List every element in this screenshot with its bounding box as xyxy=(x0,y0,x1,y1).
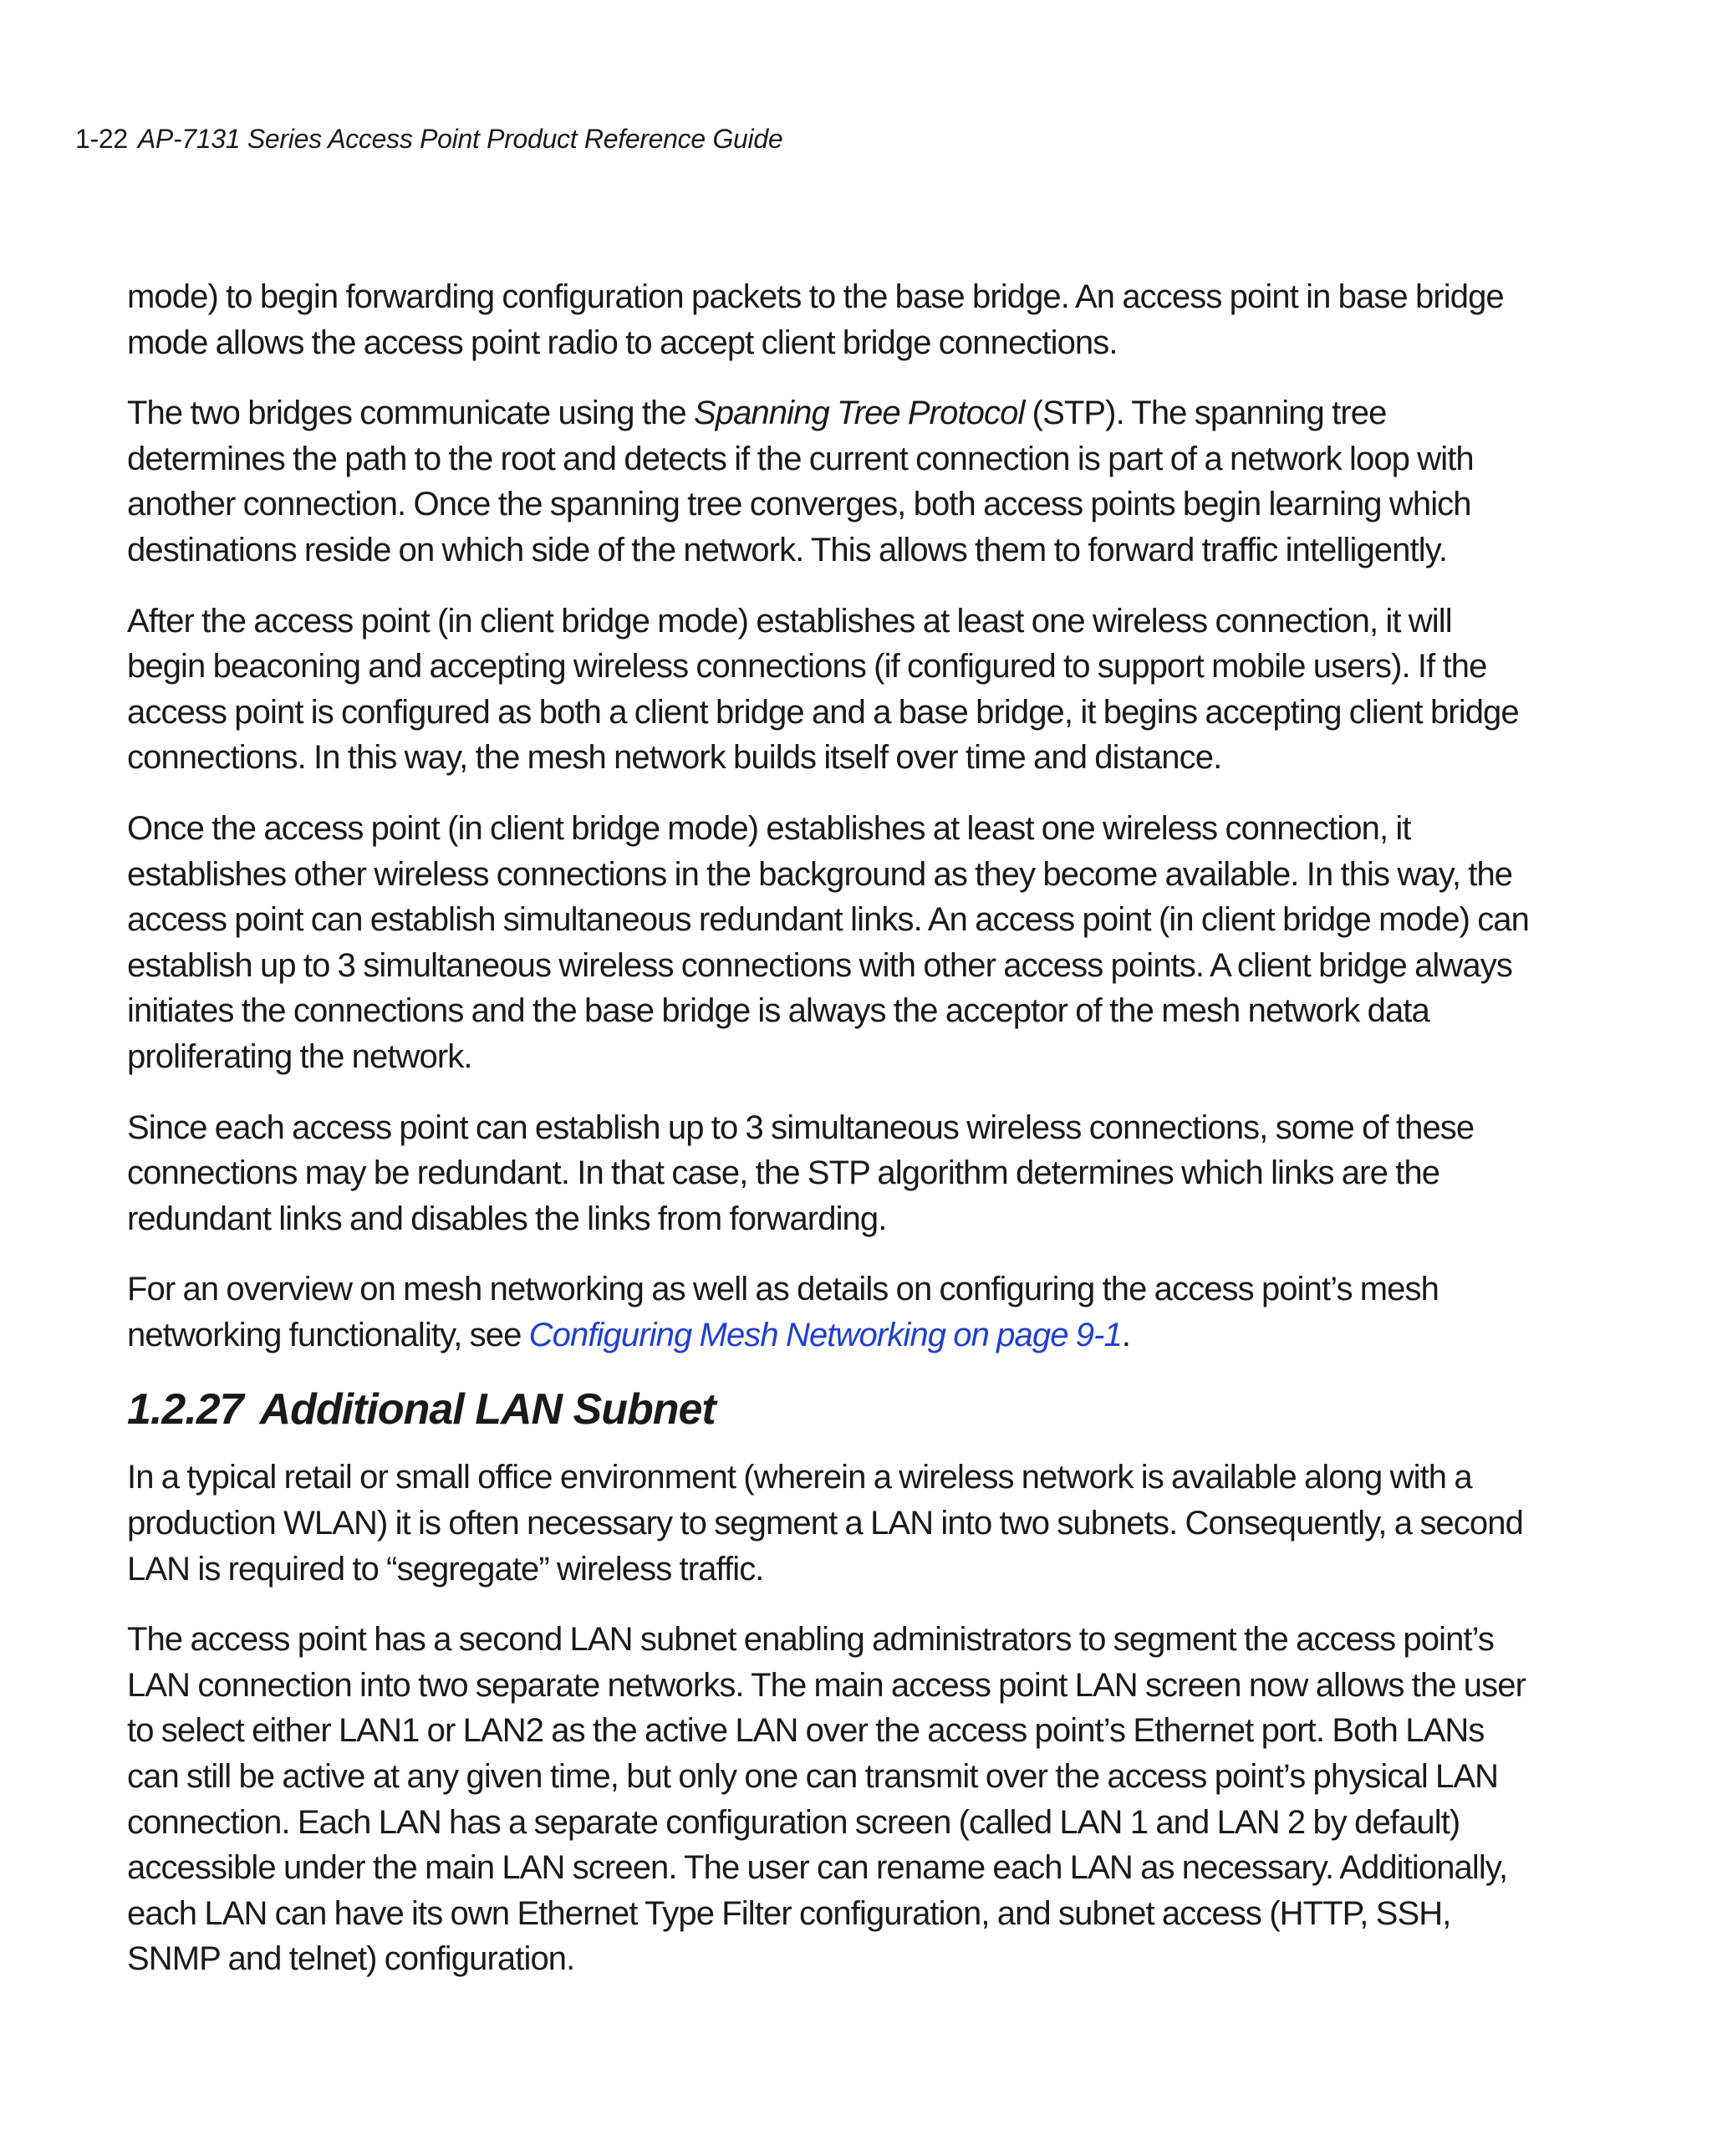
section-heading xyxy=(127,1383,1531,1436)
section-number: 1.2.27 xyxy=(127,1385,243,1435)
section-title: Additional LAN Subnet xyxy=(259,1385,716,1435)
paragraph-bridge-mode xyxy=(127,274,1531,365)
paragraph-stp-algorithm xyxy=(127,1105,1531,1242)
running-header xyxy=(75,122,782,155)
paragraph-text: The access point has a second LAN subnet enabling administrators to segment the access point’s LAN connection into two separate networks. The main access point LAN screen now allows the user to select either LAN1 or LAN2 as the active LAN over the access point’s Ethernet port. Both LANs can still be active at any given time, but only one can transmit over the access point’s physical LAN connection. Each LAN has a separate configuration screen (called LAN 1 and LAN 2 by default) accessible under the main LAN screen. The user can rename each LAN as necessary. Additionally, each LAN can have its own Ethernet Type Filter configuration, and subnet access (HTTP, SSH, SNMP and telnet) configuration. xyxy=(127,1621,1526,1978)
page-number: 1-22 xyxy=(75,124,128,154)
paragraph-text: . xyxy=(1121,1316,1131,1353)
paragraph-client-bridge-beaconing xyxy=(127,599,1531,781)
paragraph-redundant-links xyxy=(127,806,1531,1080)
paragraph-text: mode) to begin forwarding configuration packets to the base bridge. An access point in base bridge mode allows the access point radio to accept client bridge connections. xyxy=(127,278,1504,361)
paragraph-text: After the access point (in client bridge mode) establishes at least one wireless connection, it will begin beaconing and accepting wireless connections (if configured to support mobile users). If the access point is configured as both a client bridge and a base bridge, it begins accepting client bridge connections. In this way, the mesh network builds itself over time and distance. xyxy=(127,602,1519,777)
paragraph-text: (STP). The spanning tree determines the path to the root and detects if the current connection is part of a network loop with another connection. Once the spanning tree converges, both access points begin learning which destinations reside on which side of the network. This allows them to forward traffic intelligently. xyxy=(127,395,1474,568)
paragraph-mesh-overview xyxy=(127,1267,1531,1358)
paragraph-text: In a typical retail or small office environment (wherein a wireless network is available along with a production WLAN) it is often necessary to segment a LAN into two subnets. Consequently, a second LAN is required to “segregate” wireless traffic. xyxy=(127,1459,1523,1588)
document-title: AP-7131 Series Access Point Product Reference Guide xyxy=(137,124,783,154)
cross-reference-link[interactable]: Configuring Mesh Networking on page 9-1 xyxy=(528,1316,1122,1353)
paragraph-text: Since each access point can establish up to 3 simultaneous wireless connections, some of these connections may be redundant. In that case, the STP algorithm determines which links are the redundant links and disables the links from forwarding. xyxy=(127,1109,1475,1237)
paragraph-text: Once the access point (in client bridge mode) establishes at least one wireless connection, it establishes other wireless connections in the background as they become available. In this way, the access point can establish simultaneous redundant links. An access point (in client bridge mode) can establish up to 3 simultaneous wireless connections with other access points. A client bridge always initiates the connections and the base bridge is always the acceptor of the mesh network data proliferating the network. xyxy=(127,809,1529,1075)
paragraph-spanning-tree xyxy=(127,390,1531,573)
emphasis-term: Spanning Tree Protocol xyxy=(693,395,1025,432)
paragraph-text: The two bridges communicate using the xyxy=(127,395,694,432)
paragraph-text: For an overview on mesh networking as well as details on configuring the access point’s mesh networking functionality, see xyxy=(127,1271,1439,1353)
paragraph-subnet-intro xyxy=(127,1455,1531,1592)
body-content xyxy=(127,274,1531,2007)
paragraph-second-lan xyxy=(127,1617,1531,1982)
